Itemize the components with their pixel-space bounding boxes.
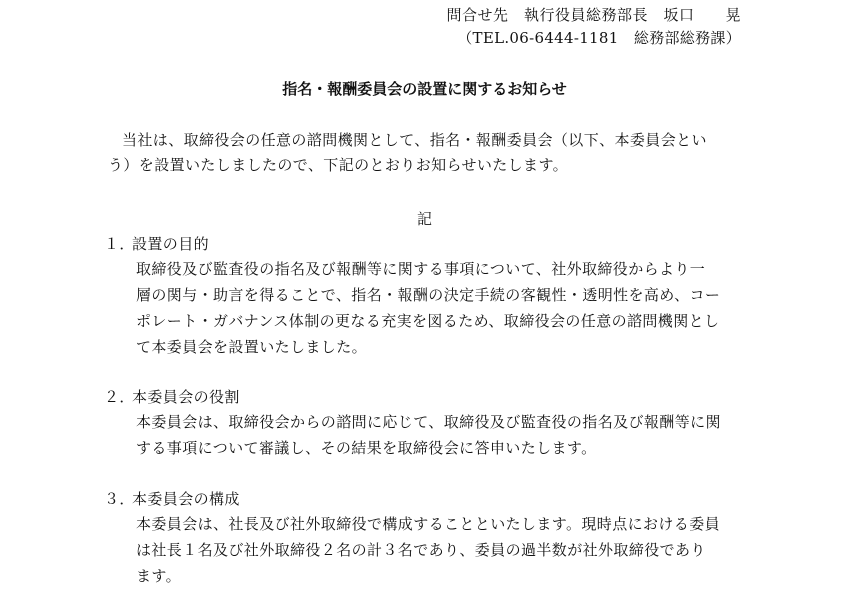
section-3-line: 本委員会は、社長及び社外取締役で構成することといたします。現時点における委員 — [136, 515, 721, 533]
section-3-title: 本委員会の構成 — [132, 490, 240, 508]
section-1-number: １． — [104, 235, 135, 253]
section-3-line: は社長１名及び社外取締役２名の計３名であり、委員の過半数が社外取締役であり — [136, 541, 706, 559]
section-3-heading — [104, 488, 240, 509]
intro-line-2: う）を設置いたしましたので、下記のとおりお知らせいたします。 — [108, 156, 569, 174]
section-2-heading — [104, 386, 240, 407]
section-3-body — [136, 511, 751, 589]
section-1-body — [136, 256, 751, 360]
section-3-line: ます。 — [136, 567, 182, 585]
section-1-line: 層の関与・助言を得ることで、指名・報酬の決定手続の客観性・透明性を高め、コー — [136, 286, 721, 304]
contact-person: 問合せ先 執行役員総務部長 坂口 晃 — [446, 6, 741, 24]
ki-marker: 記 — [416, 210, 432, 228]
section-2-number: ２． — [104, 388, 135, 406]
section-1-line: ポレート・ガバナンス体制の更なる充実を図るため、取締役会の任意の諮問機関とし — [136, 312, 720, 330]
intro-paragraph — [108, 128, 748, 178]
section-1-line: 取締役及び監査役の指名及び報酬等に関する事項について、社外取締役からより一 — [136, 260, 706, 278]
section-1-line: て本委員会を設置いたしました。 — [136, 338, 368, 356]
document-title: 指名・報酬委員会の設置に関するお知らせ — [282, 80, 567, 98]
intro-line-1: 当社は、取締役会の任意の諮問機関として、指名・報酬委員会（以下、本委員会とい — [122, 131, 707, 149]
section-1-heading — [104, 233, 209, 254]
contact-tel: （TEL.06-6444-1181 総務部総務課） — [457, 29, 741, 47]
section-2-line: 本委員会は、取締役会からの諮問に応じて、取締役及び監査役の指名及び報酬等に関 — [136, 413, 721, 431]
section-2-title: 本委員会の役割 — [132, 388, 240, 406]
section-3-number: ３． — [104, 490, 135, 508]
section-2-line: する事項について審議し、その結果を取締役会に答申いたします。 — [136, 439, 597, 457]
section-2-body — [136, 409, 751, 461]
section-1-title: 設置の目的 — [132, 235, 210, 253]
